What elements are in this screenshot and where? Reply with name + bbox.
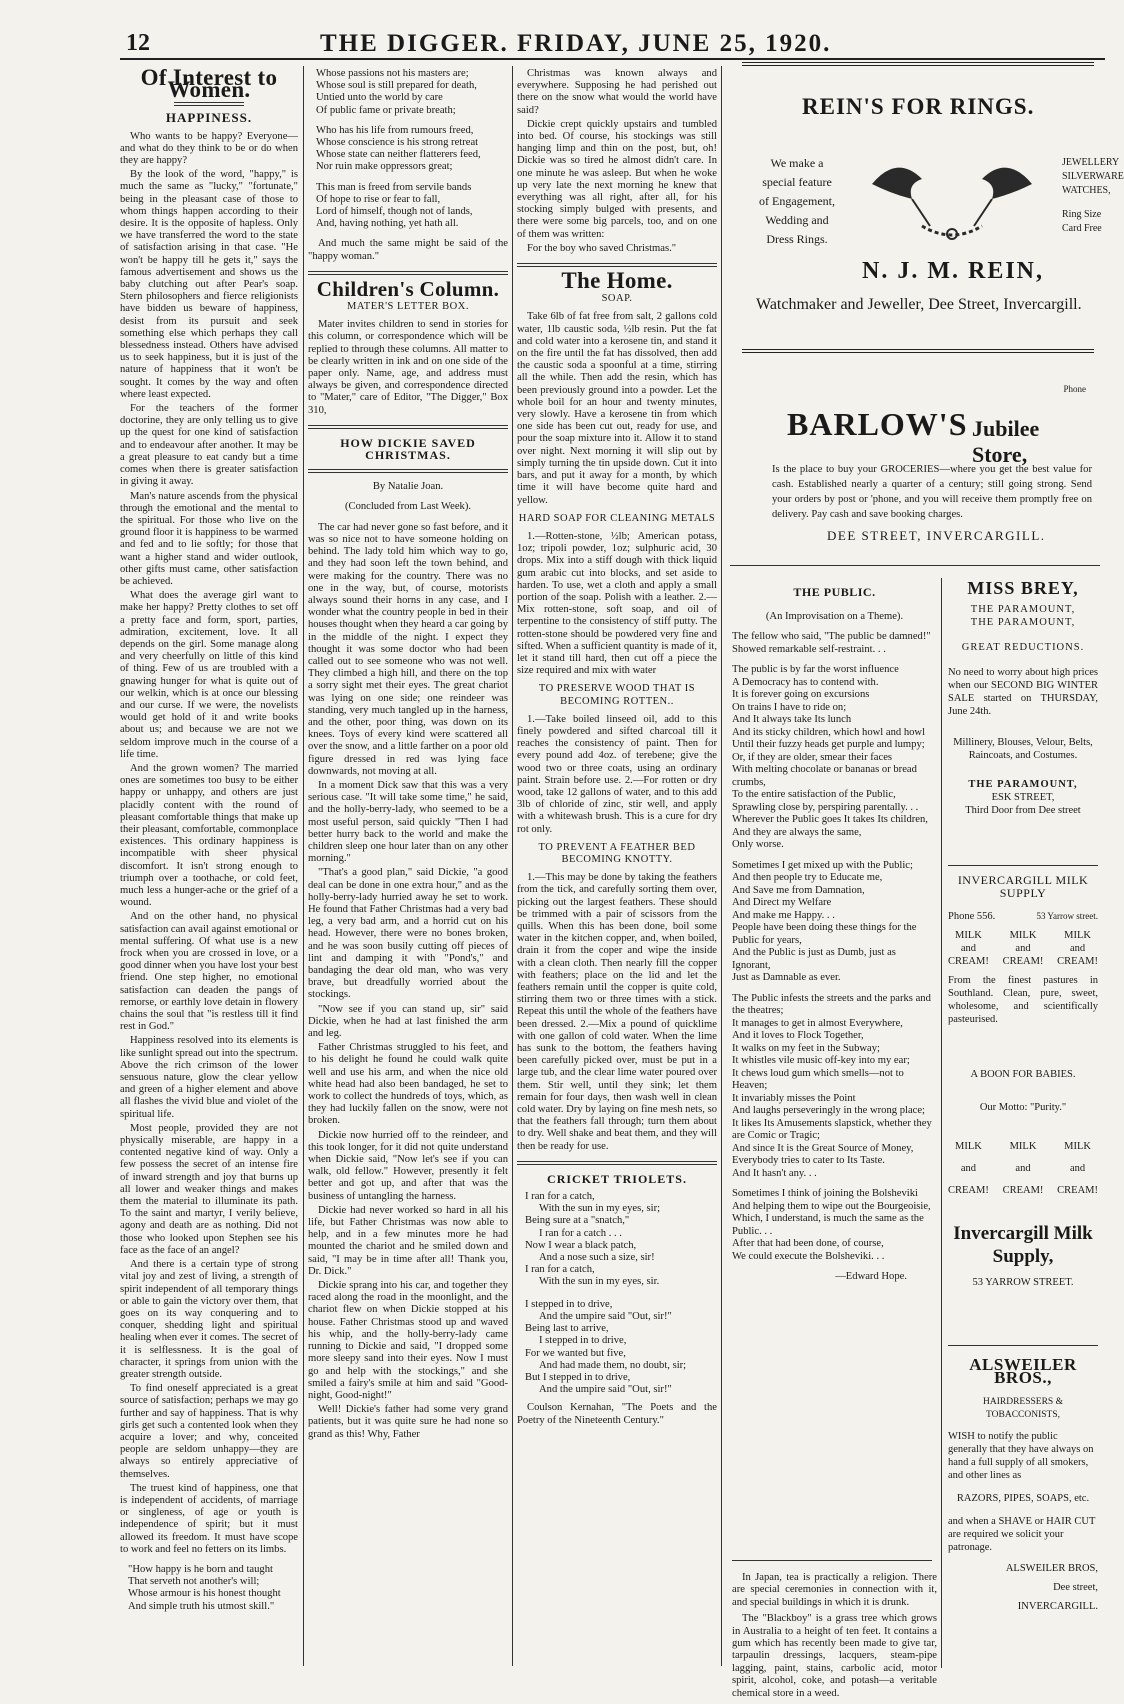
poem-line: And helping them to wipe out the Bourgeoisie, xyxy=(732,1200,931,1212)
rein-ad-feature-text xyxy=(750,154,844,249)
stanza-gap xyxy=(732,985,937,993)
verse-line: I ran for a catch, xyxy=(525,1191,595,1203)
alsweiler-ad-text2: and when a SHAVE or HAIR CUT are required we solicit your patronage. xyxy=(948,1516,1096,1553)
verse-line: Now I wear a black patch, xyxy=(525,1239,637,1251)
verse-line: And the umpire said "Out, sir!" xyxy=(539,1310,672,1322)
verse-line: And simple truth his utmost skill." xyxy=(128,1600,275,1612)
paragraph: The "Blackboy" is a grass tree which grows in Australia to a height of ten feet. It contains a gum which has recently been made to give tar, tarpaulin dressings, lacquers, steam-pipe lagging, paint, stains, carbolic acid, motor spirit, alcohol, coke, and potash—a veritable chemical store in a weed. xyxy=(732,1613,937,1699)
barlow-ad-name: BARLOW'S xyxy=(787,406,968,442)
poem-line: Only worse. xyxy=(732,839,784,850)
verse-line: Lord of himself, though not of lands, xyxy=(316,206,473,218)
rein-ad-title: REIN'S FOR RINGS. xyxy=(802,94,1035,119)
paragraph: And there is a certain type of strong vital joy and zest of living, a strength of spirit independent of all temporary things or able to gain the victory over them, that goes on its way conquering and to conquer, shedding light and spiritual healing when ever it comes. The secret of it is selflessness. It is the goal of character, it springs from union with the greater strength outside. xyxy=(120,1259,298,1380)
verse-line: Whose state can neither flatterers feed, xyxy=(316,149,481,161)
milk-ad-trio: and xyxy=(1069,943,1086,954)
stanza-gap xyxy=(732,656,937,664)
barlow-ad-store: Jubilee Store, xyxy=(972,416,1040,467)
paragraph: Well! Dickie's father had some very grand patients, but it was quite sure he had none so grand as this! Why, Father xyxy=(308,1404,508,1440)
paragraph: To find oneself appreciated is a great source of satisfaction; perhaps we may go further and say of happiness. That is why girls get such a contented look when they acquire a lover; and why, conceited people are seldom unhappy—they are always so entirely appreciative of themselves. xyxy=(120,1383,298,1480)
continuation-note: (Concluded from Last Week). xyxy=(344,501,472,513)
poem-line: It invariably misses the Point xyxy=(732,1092,856,1104)
stanza-gap xyxy=(517,1289,717,1297)
milk-ad-trio: and xyxy=(1015,1163,1031,1174)
milk-ad-trio: CREAM! xyxy=(948,1185,989,1196)
paragraph: What does the average girl want to make her happy? Pretty clothes to set off a pretty face and form, sport, parties, admiration, excitement, love. It all depends on the girl. Some manage along and very cheerfully on little of this kind of thing. Few of us are troubled with a gnawing hunger for what is quite out of our welkin, which is at once our blessing and our curse. If we were, the novelists would get hold of it and write books about us; and because we are not we seldom improve much in the course of a life time. xyxy=(120,590,298,760)
ornament-rule xyxy=(174,102,244,106)
milk-ad-boon: A BOON FOR BABIES. xyxy=(970,1069,1076,1080)
milk-ad-phone: Phone 556. xyxy=(948,911,996,922)
poem-line: The public is by far the worst influence xyxy=(732,664,899,675)
poem-line: And It always take Its lunch xyxy=(732,714,852,725)
verse-line: I ran for a catch . . . xyxy=(539,1227,622,1239)
poem-line: And they are always the same, xyxy=(732,826,862,838)
verse-line: With the sun in my eyes, sir; xyxy=(539,1203,661,1215)
column-rule xyxy=(303,66,304,1666)
poem-line: It walks on my feet in the Subway; xyxy=(732,1042,880,1054)
poem-line: It likes Its Amusements slapstick, whether they are Comic or Tragic; xyxy=(732,1117,932,1141)
poem-line: On trains I have to ride on; xyxy=(732,701,847,713)
verse-line: This man is freed from servile bands xyxy=(316,181,472,193)
poem-line: To the entire satisfaction of the Public, xyxy=(732,789,896,800)
triolets-title: CRICKET TRIOLETS. xyxy=(547,1171,687,1186)
story-title: HOW DICKIE SAVED CHRISTMAS. xyxy=(340,435,476,463)
verse-line: I ran for a catch, xyxy=(525,1264,595,1276)
milk-ad-trio: MILK xyxy=(1064,1141,1091,1152)
milk-ad-trio: MILK xyxy=(1009,930,1037,941)
poem-signature: —Edward Hope. xyxy=(835,1271,907,1282)
verse-line: "How happy is he born and taught xyxy=(128,1563,273,1575)
paragraph: The truest kind of happiness, one that is independent of accidents, of marriage or singleness, of age or youth is independence of spirit; but it must allowed its freedom. It must have scope to work and feel no fetters on its limbs. xyxy=(120,1482,298,1555)
paragraph: And on the other hand, no physical satisfaction can avail against emotional or mental suffering. Of what use is a new frock when you are crossed in love, or a good dinner when you have lost your best friend. One step higher, no emotional satisfaction can deaden the pangs of remorse, or earthly love detain in flowery chains the soul that "is restless till it find rest in God." xyxy=(120,911,298,1033)
verse-line: Being sure at a "snatch," xyxy=(525,1215,630,1227)
credit-line: Coulson Kernahan, "The Poets and the Poetry of the Nineteenth Century." xyxy=(517,1402,717,1426)
poem-line: And Save me from Damnation, xyxy=(732,884,865,896)
verse-line: For we wanted but five, xyxy=(525,1347,626,1359)
page-number: 12 xyxy=(126,30,150,56)
milk-ad-trio: CREAM! xyxy=(1002,1185,1044,1196)
poem-line: With melting chocolate or bananas or bread crumbs, xyxy=(732,764,917,788)
brey-ad-shop: THE PARAMOUNT, xyxy=(968,779,1078,790)
column-rule xyxy=(941,578,942,1668)
rein-ad-line: SILVERWARE xyxy=(1062,171,1124,182)
letterbox-heading: MATER'S LETTER BOX. xyxy=(347,301,469,313)
byline: By Natalie Joan. xyxy=(372,481,444,493)
section-title-home: The Home. xyxy=(561,268,673,294)
brey-ad-text: No need to worry about high prices when our SECOND BIG WINTER SALE started on THURSDAY, June 24th. xyxy=(948,667,1098,717)
milk-ad-trio: and xyxy=(1015,943,1031,954)
verse-line: With the sun in my eyes, sir. xyxy=(539,1276,660,1288)
paragraph: 1.—Rotten-stone, ½lb; American potass, 1oz; tripoli powder, 1oz; sulphuric acid, 30 drops. Mix into a stiff dough with thick liquid gum arabic cut into blocks, and set aside to harden. To use, wet a cloth and apply a small portion of the soap. Polish with a leather. 2.—Mix rotten-stone, soft soap, and oil of terpentine to the consistency of stiff putty. The rotten-stone should be powdered very fine and sifted. When a sufficient quantity is made of it, let it stand till hard, then cut off a piece the size required and mix with water xyxy=(517,530,717,677)
section-title-women: Of Interest to Women. xyxy=(140,65,278,103)
milk-ad-trio-row xyxy=(948,929,1098,968)
poem-title: THE PUBLIC. xyxy=(793,585,876,599)
rein-ad-line: Ring Size xyxy=(1062,209,1102,220)
paragraph: In a moment Dick saw that this was a very serious case. "It will take some time," he said, and the holly-berry-lady, who seemed to be a most useful person, said quickly "Then I had better hurry back to the world and make the children sleep one hour later than on any other morning." xyxy=(308,779,508,865)
milk-ad-header: INVERCARGILL MILK SUPPLY xyxy=(948,865,1098,900)
poem-line: And Direct my Welfare xyxy=(732,897,832,908)
poem-line: Which, I understand, is much the same as the Public. . . xyxy=(732,1213,924,1237)
poem-lines xyxy=(732,631,937,1263)
verse-line: Who has his life from rumours freed, xyxy=(316,124,474,136)
milk-ad-trio: CREAM! xyxy=(948,956,989,967)
poem-line: Wherever the Public goes It takes Its children, xyxy=(732,814,928,825)
rein-ad-line: We make a xyxy=(770,156,824,170)
poem-line: And It hasn't any. . . xyxy=(732,1167,817,1179)
wood-heading: TO PRESERVE WOOD THAT IS BECOMING ROTTEN.. xyxy=(538,683,696,707)
section-rule xyxy=(732,1560,932,1561)
verse-line: And the umpire said "Out, sir!" xyxy=(539,1384,672,1396)
hard-soap-heading: HARD SOAP FOR CLEANING METALS xyxy=(518,512,716,524)
paragraph: "That's a good plan," said Dickie, "a good deal can be done in one extra hour," and as the holly-berry-lady hurried away he set to work. He found that Father Christmas had a very bad leg, a very bad arm, and a horrid cut on his head. However, there were no bones broken, and he was soon busily cutting off pieces of lint and damping it with "Pond's," and bandaging the dear old man, who was very brave, but dreadfully worried about the stockings. xyxy=(308,867,508,1001)
paragraph: Dickie now hurried off to the reindeer, and this took longer, for it did not quite understand when Dickie said, "Now let's see if you can walk, old fellow." However, presently it felt better and got up, and after that was the business of untangling the harness. xyxy=(308,1129,508,1202)
public-poem xyxy=(732,582,937,1284)
milk-ad-trio: MILK xyxy=(1064,930,1091,941)
brey-ad-goods: Millinery, Blouses, Velour, Belts, Raincoats, and Costumes. xyxy=(953,737,1093,761)
ornament-rule xyxy=(517,1161,717,1165)
column-children xyxy=(308,68,508,1673)
poem-line: Everybody tries to cater to Its Taste. xyxy=(732,1155,885,1166)
rein-ad-line: special feature xyxy=(762,175,832,189)
column-home xyxy=(517,68,717,1673)
ornament-rule xyxy=(308,469,508,473)
paragraph: For the boy who saved Christmas." xyxy=(527,242,677,254)
paragraph: 1.—Take boiled linseed oil, add to this finely powdered and sifted charcoal till it reaches the consistency of paint. Then for every pound add 4oz. of terebene; give the wood two or three coats, using an ordinary paint. Strain before use. 2.—For rotten or dry wood, take 12 gallons of water, and to this add 3lb of chloride of zinc, stir well, and apply with a whitewash brush. This is a cure for dry rot only. xyxy=(517,713,717,835)
milk-ad-trio-row xyxy=(948,1136,1098,1202)
barlow-ad-text: Is the place to buy your GROCERIES—where you get the best value for cash. Established nearly a quarter of a century; still going strong. Send your orders by post or 'phone, and you will receive them promptly free on delivery. Pay cash and save booking charges. xyxy=(772,464,1092,520)
paragraph: Who wants to be happy? Everyone—and what do they think to be or do when they are happy? xyxy=(120,130,298,167)
brey-ad-street: ESK STREET, xyxy=(991,792,1055,803)
verse-line: Of hope to rise or fear to fall, xyxy=(316,193,441,205)
paragraph: Man's nature ascends from the physical through the emotional and the mental to the spiritual. For those who live on the ground floor it is happiness to be warmed and fed and to lie softly; for those that want a higher stand and wider outlook, other gifts must came, other satisfaction be achieved. xyxy=(120,490,298,587)
paragraph: And the grown women? The married ones are sometimes too busy to be either happy or unhappy, and others are just placidly content with the round of pleasant comfortable things that make up their pleasant, comfortable, commonplace existences. This ordinary happiness is incompatible with sheer physical discomfort. It isn't strong enough to triumph over a toothache, or cold feet, much less a hunger-ache or the grief of a wound. xyxy=(120,762,298,909)
verse-line: Being last to arrive, xyxy=(525,1323,609,1335)
stanza-gap xyxy=(732,852,937,860)
brey-ad-door: Third Door from Dee street xyxy=(965,805,1081,816)
swallows-illustration-icon xyxy=(852,144,1052,244)
poem-line: The Public infests the streets and the parks and the theatres; xyxy=(732,992,931,1016)
paragraph: By the look of the word, "happy," is much the same as "lucky," "fortunate," being in the pleasant case of those to whom things happen according to their desire. It is the opposite of hapless. Only we have transferred the word to the state of satisfaction arising in that case. "He won't be happy till he gets it," says the famous advertisement and shows us the baby clutching out after Pear's soap. Stern philosophers and fierce religionists have bidden us beware of happiness, desist from its pursuit and seek something else which perhaps they call blessedness instead. Others have advised us to seek happiness, but it is just of the nature of happiness that it won't be sought. It comes by the way and often where least expected. xyxy=(120,169,298,400)
verse-line: Whose passions not his masters are; xyxy=(316,68,469,79)
alsweiler-ad xyxy=(948,1345,1098,1613)
milk-ad-trio: and xyxy=(1069,1163,1086,1174)
paragraph: And much the same might be said of the "happy woman." xyxy=(308,238,508,262)
milk-ad-trio: CREAM! xyxy=(1057,1185,1098,1196)
ornament-rule xyxy=(308,271,508,275)
milk-supply-ad xyxy=(948,865,1098,1289)
verse-line: And had made them, no doubt, sir; xyxy=(539,1359,687,1371)
paragraph: In Japan, tea is practically a religion. There are special ceremonies in connection with it, and special buildings in which it is drunk. xyxy=(732,1572,937,1608)
paragraph: 1.—This may be done by taking the feathers from the tick, and carefully sorting them over, picking out the largest feathers. These should be trimmed with a pair of scissors from the quills. When this has been done, boil some water in the kitchen copper, and, when boiled, drain it from the coper and wipe the inside with a clean cloth. Then nearly fill the copper with feathers; place on the lid and let the feathers remain until the copper is quite cold, stirring them two or three times with a stick. Repeat this until the whole of the feathers have been dressed. 2.—Mix a pound of quicklime with one gallon of cold water. When the lime has sunk to the bottom, the feathers having been carefully picked over, must be put in a large tub, and the clear lime water poured over them. Stir well, until they sink; let them remain for four days, then wash well in clean cold water. Dry by laying on fine mesh nets, so that the feathers fall through; turn them about to dry. Well shake and beat them, and they will then be ready for use. xyxy=(517,872,717,1152)
brey-ad-name: MISS BREY, xyxy=(967,578,1079,598)
stanza-gap xyxy=(732,1180,937,1188)
verse-line: Whose soul is still prepared for death, xyxy=(316,80,477,92)
rein-ad-line: Wedding and xyxy=(765,213,829,227)
barlow-ad-address: DEE STREET, INVERCARGILL. xyxy=(827,528,1046,543)
poem-line: The fellow who said, "The public be damned!" xyxy=(732,631,931,642)
poem-line: Or, if they are older, smear their faces xyxy=(732,751,893,763)
milk-ad-street: 53 Yarrow street. xyxy=(1036,911,1098,921)
poem-line: Sometimes I think of joining the Bolsheviki xyxy=(732,1188,918,1199)
milk-ad-motto: Our Motto: "Purity." xyxy=(979,1102,1067,1113)
poem-line: It is forever going on excursions xyxy=(732,689,870,700)
rein-ad-line: Dress Rings. xyxy=(766,232,828,246)
rein-ad-line: WATCHES, xyxy=(1062,185,1111,196)
brey-ad-reductions: GREAT REDUCTIONS. xyxy=(961,642,1085,653)
alsweiler-ad-goods: RAZORS, PIPES, SOAPS, etc. xyxy=(956,1493,1090,1504)
paragraph: Father Christmas struggled to his feet, and to his delight he found he could walk quite well and use his arm, and when the nice old white head had also been bandaged, he set to work to collect the hundreds of toys, which, as they had luckily fallen on the snow, were not broken. xyxy=(308,1042,508,1127)
alsweiler-ad-town: INVERCARGILL. xyxy=(1017,1601,1098,1612)
feather-heading: TO PREVENT A FEATHER BED BECOMING KNOTTY. xyxy=(538,841,696,865)
miss-brey-ad xyxy=(948,578,1098,817)
barlow-store-ad xyxy=(742,382,1094,542)
rein-ad-line: Card Free xyxy=(1062,223,1102,234)
paragraph: Take 6lb of fat free from salt, 2 gallons cold water, 1lb caustic soda, ½lb resin. Put the fat and cold water into a kerosene tin, and stand it on the fire until the fat has dissolved, then add the caustic soda a spoonful at a time, stirring all the while. Then add the resin, which has been previously ground into a powder. Let the whole boil for an hour and twenty minutes, very slowly. Have a kerosene tin from which one side has been cut out, ready for use, and pour the soap mixture into it. Allow it to stand over night. Next morning it will slip out by simply turning the tin upside down. Cut it into bars, and put it away for a month, by which time it will have become quite hard and yellow. xyxy=(517,311,717,506)
poem-line: Until their fuzzy heads get purple and lumpy; xyxy=(732,739,925,750)
rein-ad-side-text xyxy=(1062,156,1124,236)
paragraph: The car had never gone so fast before, and it was so nice not to have someone holding on behind. The lady told him which way to go, and they had soon left the town behind, and were making for the country. There was no one in the way, but, of course, motorists always sound their horns in any case, and I wonder what the country people in bed in their houses thought when they heard a car going by in the middle of the night. I expect they thought it was some doctor who had been called out to see someone who was not well. They climbed a high hill, and there on the top a sorry sight met their eyes. The great chariot was lying on one side; one reindeer was standing, very much tangled up in the harness, and the other, poor thing, was down on its knees. Toys of every kind were scattered all over the snow, and a little farther on a poor old figure dressed in red was lying face downwards, not moving at all. xyxy=(308,521,508,777)
brey-ad-line: THE PARAMOUNT, xyxy=(970,604,1076,615)
rein-ad-line: of Engagement, xyxy=(759,194,835,208)
paragraph: Dickie had never worked so hard in all his life, but Father Christmas was now able to help, and in a few minutes more he had mounted the chariot and he smiled down and said, "I may be in time after all! Thank you, Dr. Dick." xyxy=(308,1204,508,1277)
verse-line: I stepped in to drive, xyxy=(539,1335,627,1347)
verse-line: And a nose such a size, sir! xyxy=(539,1252,655,1264)
paragraph: Happiness resolved into its elements is like sunlight spread out into the spectrum. Above the rich crimson of the lower sensuous nature, glow the clear yellow and green of a higher element and above all flashes the vivid blue and violet of the spiritual life. xyxy=(120,1035,299,1120)
paragraph: Mater invites children to send in stories for this column, or correspondence which will be replied to through these columns. All matter to be clearly written in ink and on one side of the paper only. Name, age, and address must always be given, and correspondence directed to "Mater," care of Editor, "The Digger," Box 310, xyxy=(308,319,508,416)
milk-ad-big-name: Invercargill Milk Supply, xyxy=(953,1223,1093,1267)
alsweiler-ad-sig: ALSWEILER BROS, xyxy=(1005,1563,1098,1574)
japan-note xyxy=(732,1572,937,1704)
milk-ad-trio: CREAM! xyxy=(1057,956,1098,967)
poem-line: And laughs perseveringly in the wrong place; xyxy=(732,1105,925,1116)
section-rule xyxy=(730,565,1100,566)
ornament-rule xyxy=(517,263,717,267)
alsweiler-ad-street: Dee street, xyxy=(1053,1582,1098,1593)
poem-line: A Democracy has to contend with. xyxy=(732,676,879,688)
rein-rings-ad xyxy=(742,62,1124,353)
poem-line: And then people try to Educate me, xyxy=(732,872,883,883)
milk-ad-trio: and xyxy=(960,943,976,954)
milk-ad-address: 53 YARROW STREET. xyxy=(972,1277,1074,1288)
masthead xyxy=(0,0,1090,57)
rein-ad-address: Watchmaker and Jeweller, Dee Street, Invercargill. xyxy=(756,296,1082,313)
verse-line: Untied unto the world by care xyxy=(316,92,443,104)
milk-ad-trio: MILK xyxy=(1009,1141,1037,1152)
milk-ad-trio: and xyxy=(960,1163,976,1174)
milk-ad-trio: MILK xyxy=(955,1141,982,1152)
article-title-happiness: HAPPINESS. xyxy=(165,110,253,126)
paragraph: "Now see if you can stand up, sir" said Dickie, when he had at last finished the arm and leg. xyxy=(308,1003,508,1040)
ornament-rule xyxy=(308,425,508,429)
poem-line: People have been doing these things for the Public for years, xyxy=(732,922,917,946)
alsweiler-ad-name: ALSWEILER BROS., xyxy=(948,1345,1098,1384)
masthead-rule xyxy=(120,58,1105,60)
rein-ad-line: JEWELLERY xyxy=(1062,157,1120,168)
paragraph: Dickie sprang into his car, and together they raced along the road in the moonlight, and the chariot flew on when Dickie stopped at his house. Father Christmas stood up and waved his whip, and the holly-berry-lady came running to Dickie and said, "I dropped some more sleepy sand into their eyes. Now I must go and help with the stockings," and she smiled a fairy's smile at him and said "Good-night, Good-night!" xyxy=(308,1280,508,1401)
poem-line: And its sticky children, which howl and howl xyxy=(732,726,926,738)
column-rule xyxy=(512,66,513,1666)
section-title-children: Children's Column. xyxy=(316,276,500,301)
column-rule xyxy=(721,66,722,1666)
poem-line: Sometimes I get mixed up with the Public; xyxy=(732,859,913,871)
verse-line: I stepped in to drive, xyxy=(525,1298,613,1310)
milk-ad-trio: CREAM! xyxy=(1002,956,1044,967)
paragraph: For the teachers of the former doctorine, they are only telling us to give up the quest for one kind of satisfaction and to endeavour after another. It may be a great pleasure to eat candy but a time comes when there is greater satisfaction in giving it away. xyxy=(120,403,298,488)
poem-line: Just as Damnable as ever. xyxy=(732,972,841,983)
paragraph: Christmas was known always and everywhere. Supposing he had perished out there on the snow what would the world have said? xyxy=(517,68,717,116)
poem-line: It whistles vile music off-key into my ear; xyxy=(732,1055,910,1066)
verse-line: And, having nothing, yet hath all. xyxy=(316,218,459,230)
verse-line: That serveth not another's will; xyxy=(128,1576,260,1588)
paragraph: Dickie crept quickly upstairs and tumbled into bed. Of course, his stockings was still hanging limp and thin on the post, but, oh! Dickie was so tired he almost didn't care. In one minute he was asleep. But when he woke up very late the next morning he knew that everything was all right, after all, for his stocking simply bulged with presents, and there were some big parcels, too, and on one of them was written: xyxy=(517,118,717,240)
poem-subtitle: (An Improvisation on a Theme). xyxy=(765,610,904,622)
verse-line: Of public fame or private breath; xyxy=(316,104,456,116)
milk-ad-pasture: From the finest pastures in Southland. Clean, pure, sweet, wholesome, and scientifically pasteurised. xyxy=(948,975,1098,1025)
milk-ad-trio: MILK xyxy=(955,930,982,941)
verse-line: Whose conscience is his strong retreat xyxy=(316,137,479,149)
poem-line: And the Public is just as Dumb, just as Ignorant, xyxy=(732,947,896,971)
poem-line: And make me Happy. . . xyxy=(732,909,835,921)
rein-ad-name: N. J. M. REIN, xyxy=(862,258,1044,284)
poem-line: Sprawling close by, perspiring parentally. . . xyxy=(732,801,919,813)
verse-line: Whose armour is his honest thought xyxy=(128,1588,281,1600)
poem-line: We could execute the Bolsheviki. . . xyxy=(732,1250,885,1262)
newspaper-headline: THE DIGGER. FRIDAY, JUNE 25, 1920. xyxy=(320,30,832,57)
poem-line: Showed remarkable self-restraint. . . xyxy=(732,643,886,655)
triolets-verse xyxy=(517,1191,717,1396)
verse-line: Nor ruin make oppressors great; xyxy=(316,161,453,173)
alsweiler-ad-text: WISH to notify the public generally that they have always on hand a full supply of all smokers, and other lines as xyxy=(948,1431,1094,1481)
alsweiler-ad-trade: HAIRDRESSERS & TOBACCONISTS, xyxy=(983,1397,1063,1420)
poem-line: It chews loud gum which smells—not to Heaven; xyxy=(732,1067,904,1091)
poem-line: And since It is the Great Source of Money, xyxy=(732,1142,914,1154)
brey-ad-line: THE PARAMOUNT, xyxy=(970,617,1076,628)
poem-line: And it loves to Flock Together, xyxy=(732,1030,864,1041)
poem-line: After that had been done, of course, xyxy=(732,1238,884,1249)
column-women xyxy=(120,65,299,1673)
soap-heading: SOAP. xyxy=(601,293,633,305)
poem-line: It manages to get in almost Everywhere, xyxy=(732,1017,903,1029)
paragraph: Most people, provided they are not physically miserable, are happy in a contented negative kind of way. Only a few possess the secret of an intense fire of inward strength and joy that burns up all lower and weaker things and makes them the material to illuminate its path. To the saint and martyr, I verily believe, agony and death are as nothing. Did not those who looked upon Stephen see his face as the face of an angel? xyxy=(120,1122,298,1256)
verse-line: But I stepped in to drive, xyxy=(525,1371,631,1383)
barlow-phone-tag: Phone xyxy=(1063,384,1086,394)
